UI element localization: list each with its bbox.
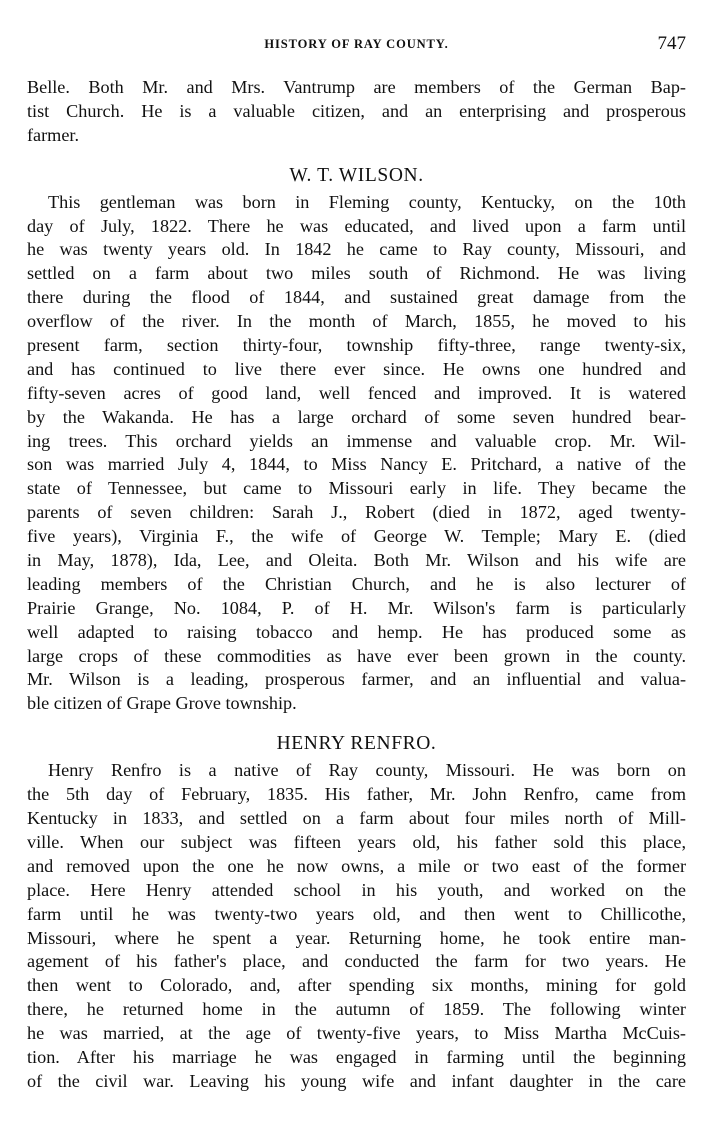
text-line: five years), Virginia F., the wife of George W. Temple; Mary E. (died xyxy=(27,526,686,547)
text-line: Henry Renfro is a native of Ray county, Missouri. He was born on xyxy=(48,760,686,781)
text-line: settled on a farm about two miles south of Richmond. He was living xyxy=(27,263,686,284)
page-body xyxy=(27,76,686,1094)
text-line: of the civil war. Leaving his young wife and infant daughter in the care xyxy=(27,1070,686,1091)
text-line: ing trees. This orchard yields an immense and valuable crop. Mr. Wil- xyxy=(27,430,686,451)
section-heading: HENRY RENFRO. xyxy=(276,733,437,755)
text-line: in May, 1878), Ida, Lee, and Oleita. Both Mr. Wilson and his wife are xyxy=(27,550,686,571)
text-line: and removed upon the one he now owns, a mile or two east of the former xyxy=(27,855,686,876)
text-line: state of Tennessee, but came to Missouri early in life. They became the xyxy=(27,478,686,499)
text-line: Mr. Wilson is a leading, prosperous farmer, and an influential and valua- xyxy=(27,669,686,690)
text-line: son was married July 4, 1844, to Miss Nancy E. Pritchard, a native of the xyxy=(27,454,686,475)
text-line: This gentleman was born in Fleming county, Kentucky, on the 10th xyxy=(48,191,686,212)
text-line: overflow of the river. In the month of March, 1855, he moved to his xyxy=(27,311,686,332)
text-line: he was twenty years old. In 1842 he came to Ray county, Missouri, and xyxy=(27,239,686,260)
text-line: large crops of these commodities as have ever been grown in the county. xyxy=(27,645,686,666)
text-line: ville. When our subject was fifteen years old, his father sold this place, xyxy=(27,831,686,852)
text-line: ble citizen of Grape Grove township. xyxy=(27,693,297,714)
text-line: Prairie Grange, No. 1084, P. of H. Mr. Wilson's farm is particularly xyxy=(27,597,686,618)
text-line: agement of his father's place, and conducted the farm for two years. He xyxy=(27,951,686,972)
running-head-title: HISTORY OF RAY COUNTY. xyxy=(264,37,449,51)
text-line: then went to Colorado, and, after spending six months, mining for gold xyxy=(27,975,686,996)
text-line: the 5th day of February, 1835. His father, Mr. John Renfro, came from xyxy=(27,784,686,805)
text-line: farm until he was twenty-two years old, and then went to Chillicothe, xyxy=(27,903,686,924)
text-line: parents of seven children: Sarah J., Robert (died in 1872, aged twenty- xyxy=(27,502,686,523)
running-head xyxy=(27,34,686,58)
text-line: well adapted to raising tobacco and hemp. He has produced some as xyxy=(27,621,686,642)
text-line: Kentucky in 1833, and settled on a farm about four miles north of Mill- xyxy=(27,808,686,829)
page-number: 747 xyxy=(657,33,686,54)
text-line: and has continued to live there ever since. He owns one hundred and xyxy=(27,358,686,379)
text-line: there, he returned home in the autumn of 1859. The following winter xyxy=(27,999,686,1020)
text-line: tist Church. He is a valuable citizen, and an enterprising and prosperous xyxy=(27,100,686,121)
text-line: day of July, 1822. There he was educated, and lived upon a farm until xyxy=(27,215,686,236)
text-line: leading members of the Christian Church, and he is also lecturer of xyxy=(27,573,686,594)
text-line: tion. After his marriage he was engaged in farming until the beginning xyxy=(27,1046,686,1067)
text-line: Missouri, where he spent a year. Returning home, he took entire man- xyxy=(27,927,686,948)
text-line: present farm, section thirty-four, township fifty-three, range twenty-six, xyxy=(27,335,686,356)
text-line: place. Here Henry attended school in his youth, and worked on the xyxy=(27,879,686,900)
section-heading: W. T. WILSON. xyxy=(289,164,424,186)
text-line: by the Wakanda. He has a large orchard of some seven hundred bear- xyxy=(27,406,686,427)
text-line: fifty-seven acres of good land, well fenced and improved. It is watered xyxy=(27,382,686,403)
text-line: Belle. Both Mr. and Mrs. Vantrump are members of the German Bap- xyxy=(27,77,686,97)
text-line: he was married, at the age of twenty-five years, to Miss Martha McCuis- xyxy=(27,1023,686,1044)
text-line: farmer. xyxy=(27,124,80,145)
text-line: there during the flood of 1844, and sustained great damage from the xyxy=(27,287,686,308)
